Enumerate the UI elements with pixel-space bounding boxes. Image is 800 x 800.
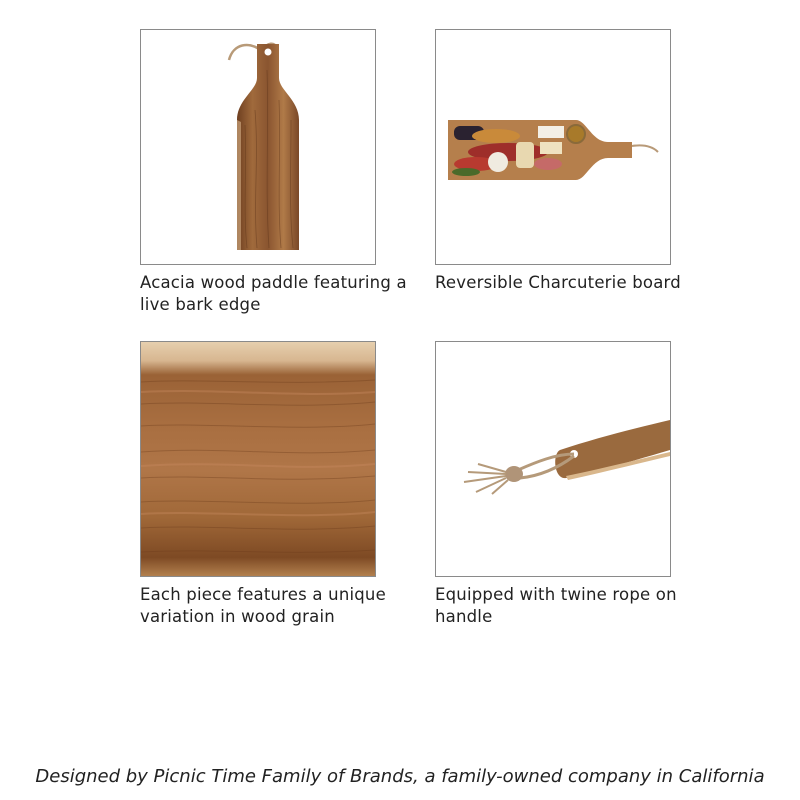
- feature-image-wood-grain: [140, 341, 376, 577]
- feature-caption-paddle: Acacia wood paddle featuring a live bark edge: [140, 273, 407, 314]
- feature-caption-charcuterie: Reversible Charcuterie board: [435, 273, 681, 292]
- feature-image-charcuterie: [435, 29, 671, 265]
- paddle-board-photo: [141, 30, 375, 264]
- feature-image-paddle: [140, 29, 376, 265]
- charcuterie-board-photo: [436, 30, 670, 264]
- feature-caption-wood-grain: Each piece features a unique variation in wood grain: [140, 585, 386, 626]
- feature-image-twine-handle: [435, 341, 671, 577]
- wood-grain-closeup-photo: [141, 342, 375, 576]
- brand-footer: Designed by Picnic Time Family of Brands, a family-owned company in California: [35, 766, 765, 787]
- twine-rope-handle-photo: [436, 342, 670, 576]
- feature-caption-twine-handle: Equipped with twine rope on handle: [435, 585, 677, 626]
